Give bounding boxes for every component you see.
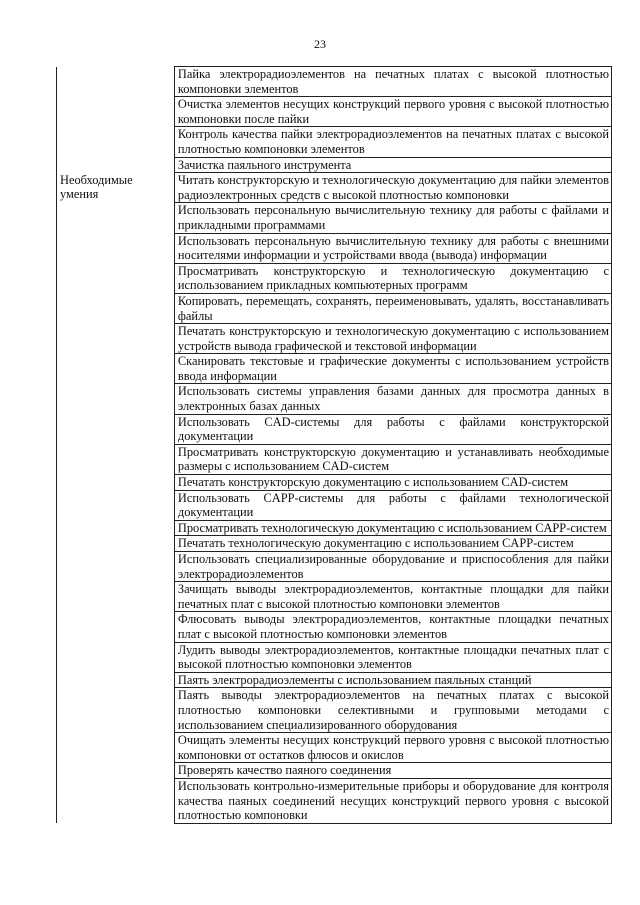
row-text: Паять выводы электрорадиоэлементов на печатных платах с высокой плотностью компоновки селективными и групповыми методами с использованием специализированного оборудования — [177, 688, 609, 732]
row-label-cell — [57, 324, 175, 354]
table-row — [57, 384, 612, 414]
row-label-cell — [57, 552, 175, 582]
table-row — [57, 490, 612, 520]
row-label-cell — [57, 763, 175, 779]
row-label-cell — [57, 127, 175, 157]
table-row — [57, 763, 612, 779]
row-text: Использовать контрольно-измерительные приборы и оборудование для контроля качества паяных соединений несущих конструкций первого уровня с высокой плотностью компоновки — [177, 778, 609, 823]
row-label-cell — [57, 97, 175, 127]
row-text: Просматривать технологическую документацию с использованием CAPP-систем — [177, 520, 607, 535]
row-label-cell — [57, 263, 175, 293]
row-text-cell — [174, 672, 611, 688]
table-row — [57, 444, 612, 474]
row-text-cell — [174, 97, 611, 127]
row-label-cell — [57, 475, 175, 491]
row-text: Использовать специализированные оборудование и приспособления для пайки электрорадиоэлементов — [177, 552, 609, 581]
row-text-cell — [174, 173, 611, 203]
row-text: Использовать CAPP-системы для работы с файлами технологической документации — [177, 490, 609, 520]
row-label-cell — [57, 490, 175, 520]
row-text: Проверять качество паяного соединения — [177, 763, 392, 778]
row-text-cell — [174, 293, 611, 323]
row-text-cell — [174, 475, 611, 491]
row-text: Печатать конструкторскую документацию с использованием CAD-систем — [177, 475, 569, 490]
row-text: Копировать, перемещать, сохранять, переименовывать, удалять, восстанавливать файлы — [177, 293, 609, 323]
row-text: Просматривать конструкторскую и технологическую документацию с использованием прикладных компьютерных программ — [177, 263, 609, 293]
skills-table — [56, 66, 612, 824]
table-row — [57, 127, 612, 157]
row-text: Паять электрорадиоэлементы с использованием паяльных станций — [177, 672, 532, 687]
row-text: Использовать CAD-системы для работы с файлами конструкторской документации — [177, 414, 609, 444]
row-text: Очищать элементы несущих конструкций первого уровня с высокой плотностью компоновки от остатков флюсов и окислов — [177, 733, 609, 762]
row-text: Контроль качества пайки электрорадиоэлементов на печатных платах с высокой плотностью компоновки элементов — [177, 127, 609, 156]
row-label-cell — [57, 520, 175, 536]
row-label-cell — [57, 672, 175, 688]
row-text-cell — [174, 490, 611, 520]
table-row — [57, 263, 612, 293]
row-text-cell — [174, 67, 611, 97]
row-text-cell — [174, 444, 611, 474]
table-row — [57, 582, 612, 612]
row-label-cell — [57, 414, 175, 444]
row-text-cell — [174, 263, 611, 293]
row-label-cell — [57, 354, 175, 384]
row-text: Печатать технологическую документацию с использованием CAPP-систем — [177, 536, 574, 551]
row-text: Использовать персональную вычислительную технику для работы с внешними носителями информации и устройствами ввода (вывода) информации — [177, 233, 609, 263]
table-row — [57, 672, 612, 688]
row-label-cell — [57, 688, 175, 733]
table-row — [57, 157, 612, 173]
table-row — [57, 475, 612, 491]
section-label: Необходимые умения — [60, 172, 133, 202]
row-text: Лудить выводы электрорадиоэлементов, контактные площадки печатных плат с высокой плотностью компоновки элементов — [177, 642, 609, 672]
row-text-cell — [174, 612, 611, 642]
table-row — [57, 778, 612, 823]
row-label-cell — [57, 778, 175, 823]
row-label-cell — [57, 582, 175, 612]
row-text-cell — [174, 127, 611, 157]
row-text-cell — [174, 414, 611, 444]
row-label-cell — [57, 67, 175, 97]
row-text-cell — [174, 203, 611, 233]
row-text-cell — [174, 582, 611, 612]
table-row — [57, 520, 612, 536]
row-text: Просматривать конструкторскую документацию и устанавливать необходимые размеры с использованием CAD-систем — [177, 444, 609, 474]
row-text-cell — [174, 520, 611, 536]
row-text-cell — [174, 688, 611, 733]
row-label-cell — [57, 203, 175, 233]
row-text: Зачистка паяльного инструмента — [177, 157, 352, 172]
row-text: Сканировать текстовые и графические документы с использованием устройств ввода информации — [177, 354, 609, 383]
table-row — [57, 173, 612, 203]
row-text: Пайка электрорадиоэлементов на печатных платах с высокой плотностью компоновки элементов — [177, 67, 609, 96]
row-text-cell — [174, 763, 611, 779]
row-label-cell — [57, 612, 175, 642]
row-text: Зачищать выводы электрорадиоэлементов, контактные площадки для пайки печатных плат с высокой плотностью компоновки элементов — [177, 582, 609, 611]
row-text: Использовать персональную вычислительную технику для работы с файлами и прикладными программами — [177, 203, 609, 232]
row-label-cell — [57, 536, 175, 552]
table-row — [57, 324, 612, 354]
row-text-cell — [174, 157, 611, 173]
page-number: 23 — [314, 37, 326, 51]
row-text-cell — [174, 536, 611, 552]
table-row — [57, 536, 612, 552]
row-label-cell — [57, 642, 175, 672]
row-text: Флюсовать выводы электрорадиоэлементов, контактные площадки печатных плат с высокой плотностью компоновки элементов — [177, 612, 609, 641]
row-text: Очистка элементов несущих конструкций первого уровня с высокой плотностью компоновки после пайки — [177, 97, 609, 126]
row-text-cell — [174, 642, 611, 672]
row-label-cell — [57, 173, 175, 203]
row-text-cell — [174, 384, 611, 414]
row-text-cell — [174, 552, 611, 582]
table-row — [57, 414, 612, 444]
table-row — [57, 67, 612, 97]
row-text-cell — [174, 733, 611, 763]
row-label-cell — [57, 157, 175, 173]
row-text-cell — [174, 778, 611, 823]
row-text-cell — [174, 354, 611, 384]
row-label-cell — [57, 293, 175, 323]
row-text: Печатать конструкторскую и технологическую документацию с использованием устройств вывода графической и текстовой информации — [177, 324, 609, 353]
row-text-cell — [174, 324, 611, 354]
table-row — [57, 354, 612, 384]
table-row — [57, 733, 612, 763]
table-row — [57, 97, 612, 127]
row-text-cell — [174, 233, 611, 263]
table-row — [57, 203, 612, 233]
table-row — [57, 688, 612, 733]
table-row — [57, 612, 612, 642]
table-row — [57, 552, 612, 582]
row-label-cell — [57, 233, 175, 263]
row-label-cell — [57, 444, 175, 474]
row-label-cell — [57, 733, 175, 763]
table-row — [57, 642, 612, 672]
row-text: Использовать системы управления базами данных для просмотра данных в электронных базах данных — [177, 384, 609, 414]
row-label-cell — [57, 384, 175, 414]
table-row — [57, 293, 612, 323]
table-row — [57, 233, 612, 263]
row-text: Читать конструкторскую и технологическую документацию для пайки элементов радиоэлектронных средств с высокой плотностью компоновки — [177, 173, 609, 202]
